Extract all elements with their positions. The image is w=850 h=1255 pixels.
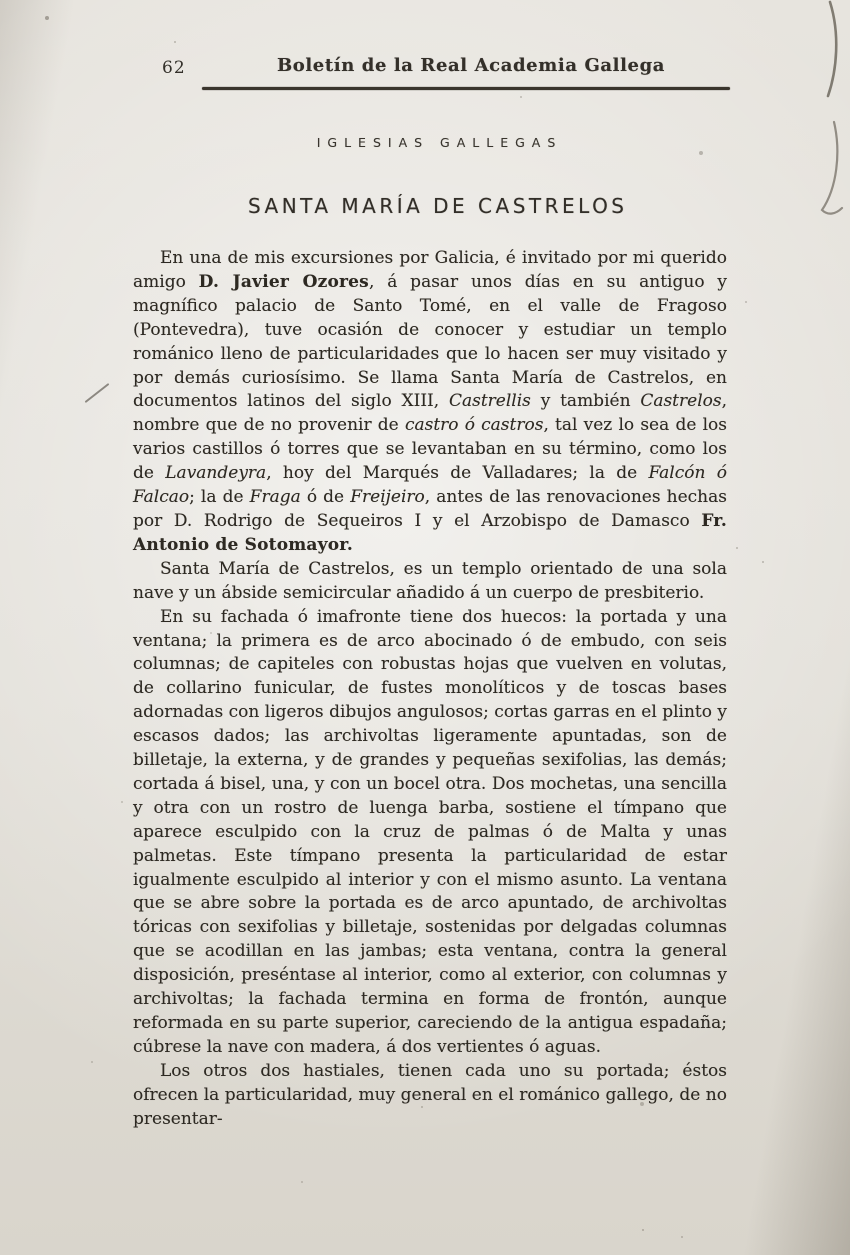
text-run: Freijeiro [350,487,425,508]
page-number: 62 [162,58,186,78]
header-rule [202,87,730,90]
text-run: D. Javier Ozores [198,271,369,292]
text-run: ; la de [189,487,250,508]
text-run: castro ó castros [404,415,544,436]
text-run: , antes de las renovaciones hechas por D. Rodrigo de Sequeiros I y el Arzobispo de Damasco [133,487,727,531]
section-heading: IGLESIAS GALLEGAS [316,135,563,150]
paper-specks [0,0,2,2]
text-run: Fr. Antonio de Sotomayor. [133,510,727,555]
text-run: , tal vez lo sea de los varios castillos ó torres que se levantaban en su término, como los de [133,415,727,484]
text-run: , nombre que de no provenir de [133,391,727,436]
pen-slash-icon [85,383,110,403]
text-run: , á pasar unos días en su antiguo y magnífico palacio de Santo Tomé, en el valle de Fragoso (Pontevedra), tuve ocasión de conocer y estudiar un templo románico lleno de particularidades que lo hacen ser muy visitado y por demás curiosísimo. Se llama Santa María de Castrelos, en documentos latinos del siglo XIII, [133,271,727,412]
text-run: En su fachada ó imafronte tiene dos huecos: la portada y una ventana; la primera es de arco abocinado ó de embudo, con seis columnas; de capiteles con robustas hojas que vuelven en volutas, de collarino funicular, de fustes monolíticos y de toscas bases adornadas con ligeros dibujos angulosos; cortas garras en el plinto y escasos dados; las archivoltas ligeramente apuntadas, son de billetaje, la externa, y de grandes y pequeñas sexifolias, las demás; cortada á bisel, una, y con un bocel otra. Dos mochetas, una sencilla y otra con un rostro de luenga barba, sostiene el tímpano que aparece esculpido con la cruz de palmas ó de Malta y unas palmetas. Este tímpano presenta la particularidad de estar igualmente esculpido al interior y con el mismo asunto. La ventana que se abre sobre la portada es de arco apuntado, de archivoltas tóricas con sexifolias y billetaje, sostenidas por delgadas columnas que se acodillan en las jambas; esta ventana, contra la general disposición, preséntase al interior, como al exterior, con columnas y archivoltas; la fachada termina en forma de frontón, aunque reformada en su parte superior, careciendo de la antigua espadaña; cúbrese la nave con madera, á dos vertientes ó aguas. [133,606,727,1057]
text-run: Castrelos [640,391,722,412]
ink-mark-icon [804,0,850,230]
text-run: Fraga [249,487,301,508]
text-run: Lavandeyra [165,463,267,484]
paragraph [133,606,727,1060]
text-run: Castrellis [448,391,531,412]
paragraph [133,558,727,606]
text-run: ó de [300,487,351,508]
article-title: SANTA MARÍA DE CASTRELOS [247,194,628,218]
text-run: , hoy del Marqués de Valladares; la de [266,463,649,484]
text-run: y también [530,391,641,412]
article-body [133,247,727,1132]
text-run: Falcón ó Falcao [133,463,727,508]
text-run: En una de mis excursiones por Galicia, é invitado por mi querido amigo [133,248,727,292]
paragraph [133,1060,727,1132]
running-header [140,55,732,83]
paragraph [133,247,727,558]
journal-title: Boletín de la Real Academia Gallega [276,55,666,76]
text-run: Los otros dos hastiales, tienen cada uno su portada; éstos ofrecen la particularidad, muy general en el románico gallego, de no presentar- [133,1060,727,1129]
text-run: Santa María de Castrelos, es un templo orientado de una sola nave y un ábside semicircular añadido á un cuerpo de presbiterio. [133,558,727,603]
